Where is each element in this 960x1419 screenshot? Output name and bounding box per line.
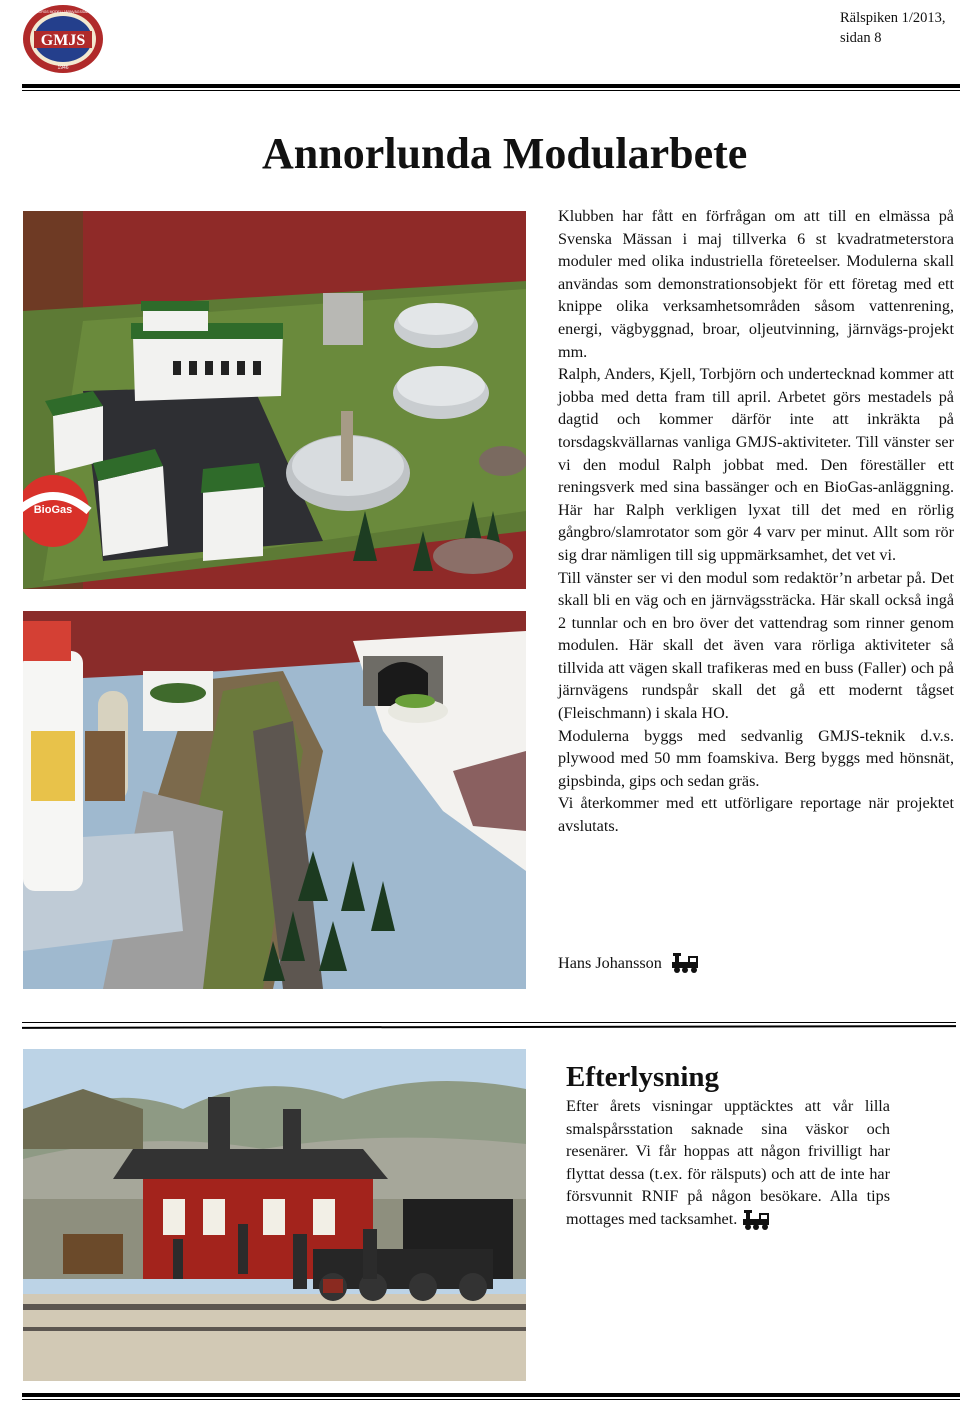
- author-name: Hans Johansson: [558, 954, 662, 972]
- article-paragraph: Klubben har fått en förfrågan om att till en elmässa på Svenska Mässan i maj tillverka 6 st kvadratmeterstora moduler med olika industriella företeelser. Modulerna skall användas som demonstrationsobjekt för ett företag med ett knippe olika verksamhetsområden såsom vattenrening, energi, vägbyggnad, broar, oljeutvinning, järnvägs-projekt mm.: [558, 207, 954, 361]
- article-paragraph: Ralph, Anders, Kjell, Torbjörn och undertecknad kommer att jobba med detta fram till april. Arbetet görs mestadels på dagtid och kommer därför inte att inkräkta på torsdagskvällarnas vanliga GMJS-aktiviteter. Till vänster ser vi den modul Ralph jobbat med. Den föreställer ett reningsverk med sina bassänger och en BioGas-anläggning. Här har Ralph verkligen lyxat till det med en rörlig gångbro/slamrotator som gör 4 varv per minut. Allt som rör sig drar nämligen till sig uppmärksamhet, det vet vi.: [558, 365, 954, 564]
- section-rule: [22, 1022, 956, 1023]
- article-paragraph: Till vänster ser vi den modul som redaktör’n arbetar på. Det skall bli en väg och en järnvägssträcka. Här skall också ingå 2 tunnlar och en bro över det vattendrag som rinner genom modulen. Här skall det även vara rörliga aktiviteter så tillvida att vägen skall trafikeras med en buss (Faller) och på järnvägens rundspår skall det gå ett modernt tågset (Fleischmann) i skala HO.: [558, 568, 954, 723]
- header-rule-thin: [22, 90, 960, 91]
- article-paragraph: Modulerna byggs med sedvanlig GMJS-teknik d.v.s. plywood med 50 mm foamskiva. Berg byggs med hönsnät, gipsbinda, gips och sedan gräs.: [558, 726, 954, 790]
- article-body: [558, 205, 954, 838]
- article-title: Annorlunda Modularbete: [262, 129, 748, 178]
- logo-year: 1946: [57, 65, 69, 71]
- notice-body: [566, 1095, 890, 1231]
- footer-rule: [22, 1393, 960, 1397]
- issue-line-1: Rälspiken 1/2013,: [840, 10, 946, 26]
- photo-station: [23, 1049, 526, 1381]
- locomotive-icon: [741, 1209, 773, 1231]
- locomotive-icon: [670, 952, 702, 974]
- gmjs-logo: [22, 4, 104, 74]
- header-rule: [22, 84, 960, 88]
- issue-info: [840, 8, 946, 48]
- photo-road-module: [23, 611, 526, 989]
- biogas-label: BioGas: [33, 504, 73, 516]
- photo-treatment-module: [23, 211, 526, 589]
- logo-text: GMJS: [40, 32, 86, 49]
- issue-line-2: sidan 8: [840, 30, 882, 46]
- notice-title: Efterlysning: [566, 1061, 720, 1093]
- logo-ring-text: GÖTEBORGS MODELLJÄRNVÄGSSÄLLSKAP: [26, 10, 100, 14]
- section-rule-thick: [22, 1025, 956, 1029]
- article-paragraph: Vi återkommer med ett utförligare reportage när projektet avslutats.: [558, 794, 954, 836]
- signature: [558, 952, 702, 974]
- footer-rule-thin: [22, 1399, 960, 1400]
- notice-text: Efter årets visningar upptäcktes att vår lilla smalspårsstation saknade sina väskor och resenärer. Vi får hoppas att någon frivilligt har flyttat dessa (t.ex. för rälsputs) och att de inte har försvunnit RNIF på någon besökare. Alla tips mottages med tacksamhet.: [566, 1097, 890, 1228]
